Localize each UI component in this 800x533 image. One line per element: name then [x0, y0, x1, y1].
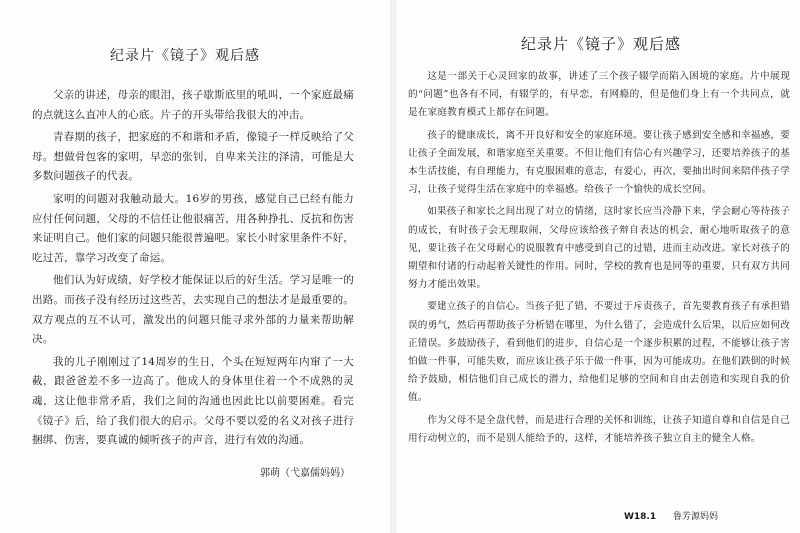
left-paragraph-3: 家明的问题对我触动最大。16岁的男孩，感觉自己已经有能力应付任何问题，父母的不信任让他很痛苦，用各种挣扎、反抗和伤害来证明自己。他们家的问题只能很普遍吧。家长小时家里条件不好，吃过苦，靠学习改变了命运。 — [32, 192, 354, 264]
left-paragraph-2: 青春期的孩子，把家庭的不和谐和矛盾，像镜子一样反映给了父母。想做骨包客的家明，早恋的张钊，自卑来关注的泽清，可能是大多数问题孩子的代表。 — [32, 131, 354, 183]
right-page-title: 纪录片《镜子》观后感 — [520, 35, 681, 53]
right-page-body — [408, 68, 790, 452]
left-page-body — [32, 86, 354, 454]
right-paragraph-5: 作为父母不是全盘代替，而是进行合理的关怀和训练，让孩子知道自尊和自信是自己用行动树立的，而不是别人能给予的，这样，才能培养孩子独立自主的健全人格。 — [408, 414, 790, 444]
right-paragraph-4: 要建立孩子的自信心。当孩子犯了错，不要过于斥责孩子，首先要教育孩子有承担错误的勇气，然后再帮助孩子分析错在哪里，为什么错了，会造成什么后果，以后应如何改正错误。多鼓励孩子，看到他们的进步，自信心是一个逐步积累的过程，不能够让孩子害怕做一件事，可能失败，而应该让孩子乐于做一件事，因为可能成功。在他们跌倒的时候给予鼓励，相信他们自己成长的潜力，给他们足够的空间和自由去创造和实现自我的价值。 — [408, 301, 790, 404]
left-paragraph-4: 他们认为好成绩，好学校才能保证以后的好生活。学习是唯一的出路。而孩子没有经历过这些苦，去实现自己的想法才是最重要的。双方观点的互不认可，激发出的问题只能寻求外部的力量来帮助解决。 — [32, 274, 354, 346]
right-page-footer — [624, 509, 718, 522]
left-paragraph-1: 父亲的讲述，母亲的眼泪，孩子歇斯底里的吼叫，一个家庭最痛的点就这么直冲人的心底。片子的开头带给我很大的冲击。 — [32, 89, 354, 121]
left-paragraph-5: 我的儿子刚刚过了14周岁的生日，个头在短短两年内窜了一大截，跟爸爸差不多一边高了。他成人的身体里住着一个不成熟的灵魂，这让他非常矛盾，我们之间的沟通也因此比以前要困难。看完《镜子》后，给了我们很大的启示。父母不要以爱的名义对孩子进行捆绑、伤害，要真诚的倾听孩子的声音，进行有效的沟通。 — [32, 355, 354, 447]
left-page-title: 纪录片《镜子》观后感 — [110, 48, 260, 64]
right-page-signature: 鲁芳源妈妈 — [672, 512, 718, 522]
right-paragraph-3: 如果孩子和家长之间出现了对立的情绪，这时家长应当冷静下来，学会耐心等待孩子的成长，有时孩子会无理取闹，父母应该给孩子辩自表达的机会，耐心地听取孩子的意见，要让孩子在父母耐心的说服教育中感受到自己的过错，进而主动改进。家长对孩子的期望和付诸的行动起着关键性的作用。同时，学校的教育也是同等的重要，只有双方共同努力才能出效果。 — [408, 206, 790, 291]
right-paragraph-2: 孩子的健康成长，离不开良好和安全的家庭环境。要让孩子感到安全感和幸福感，要让孩子全面发展，和谐家庭至关重要。不但让他们有信心有兴趣学习，还要培养孩子的基本生活技能，有自理能力，有克服困难的意志，有爱心，再次，要抽出时间来陪伴孩子学习，让孩子觉得生活在家庭中的幸福感。给孩子一个愉快的成长空间。 — [408, 129, 790, 196]
right-page — [396, 0, 800, 533]
left-page — [0, 0, 390, 533]
right-paragraph-1: 这是一部关于心灵回家的故事，讲述了三个孩子辍学而陷入困境的家庭。片中展现的“问题”也各有不同，有辍学的，有早恋，有网瘾的，但是他们身上有一个共同点，就是在家庭教育模式上都存在问题。 — [408, 71, 790, 119]
left-page-signature: 郭萌（弋嘉儒妈妈） — [260, 468, 350, 479]
page-code: W18.1 — [623, 512, 657, 522]
